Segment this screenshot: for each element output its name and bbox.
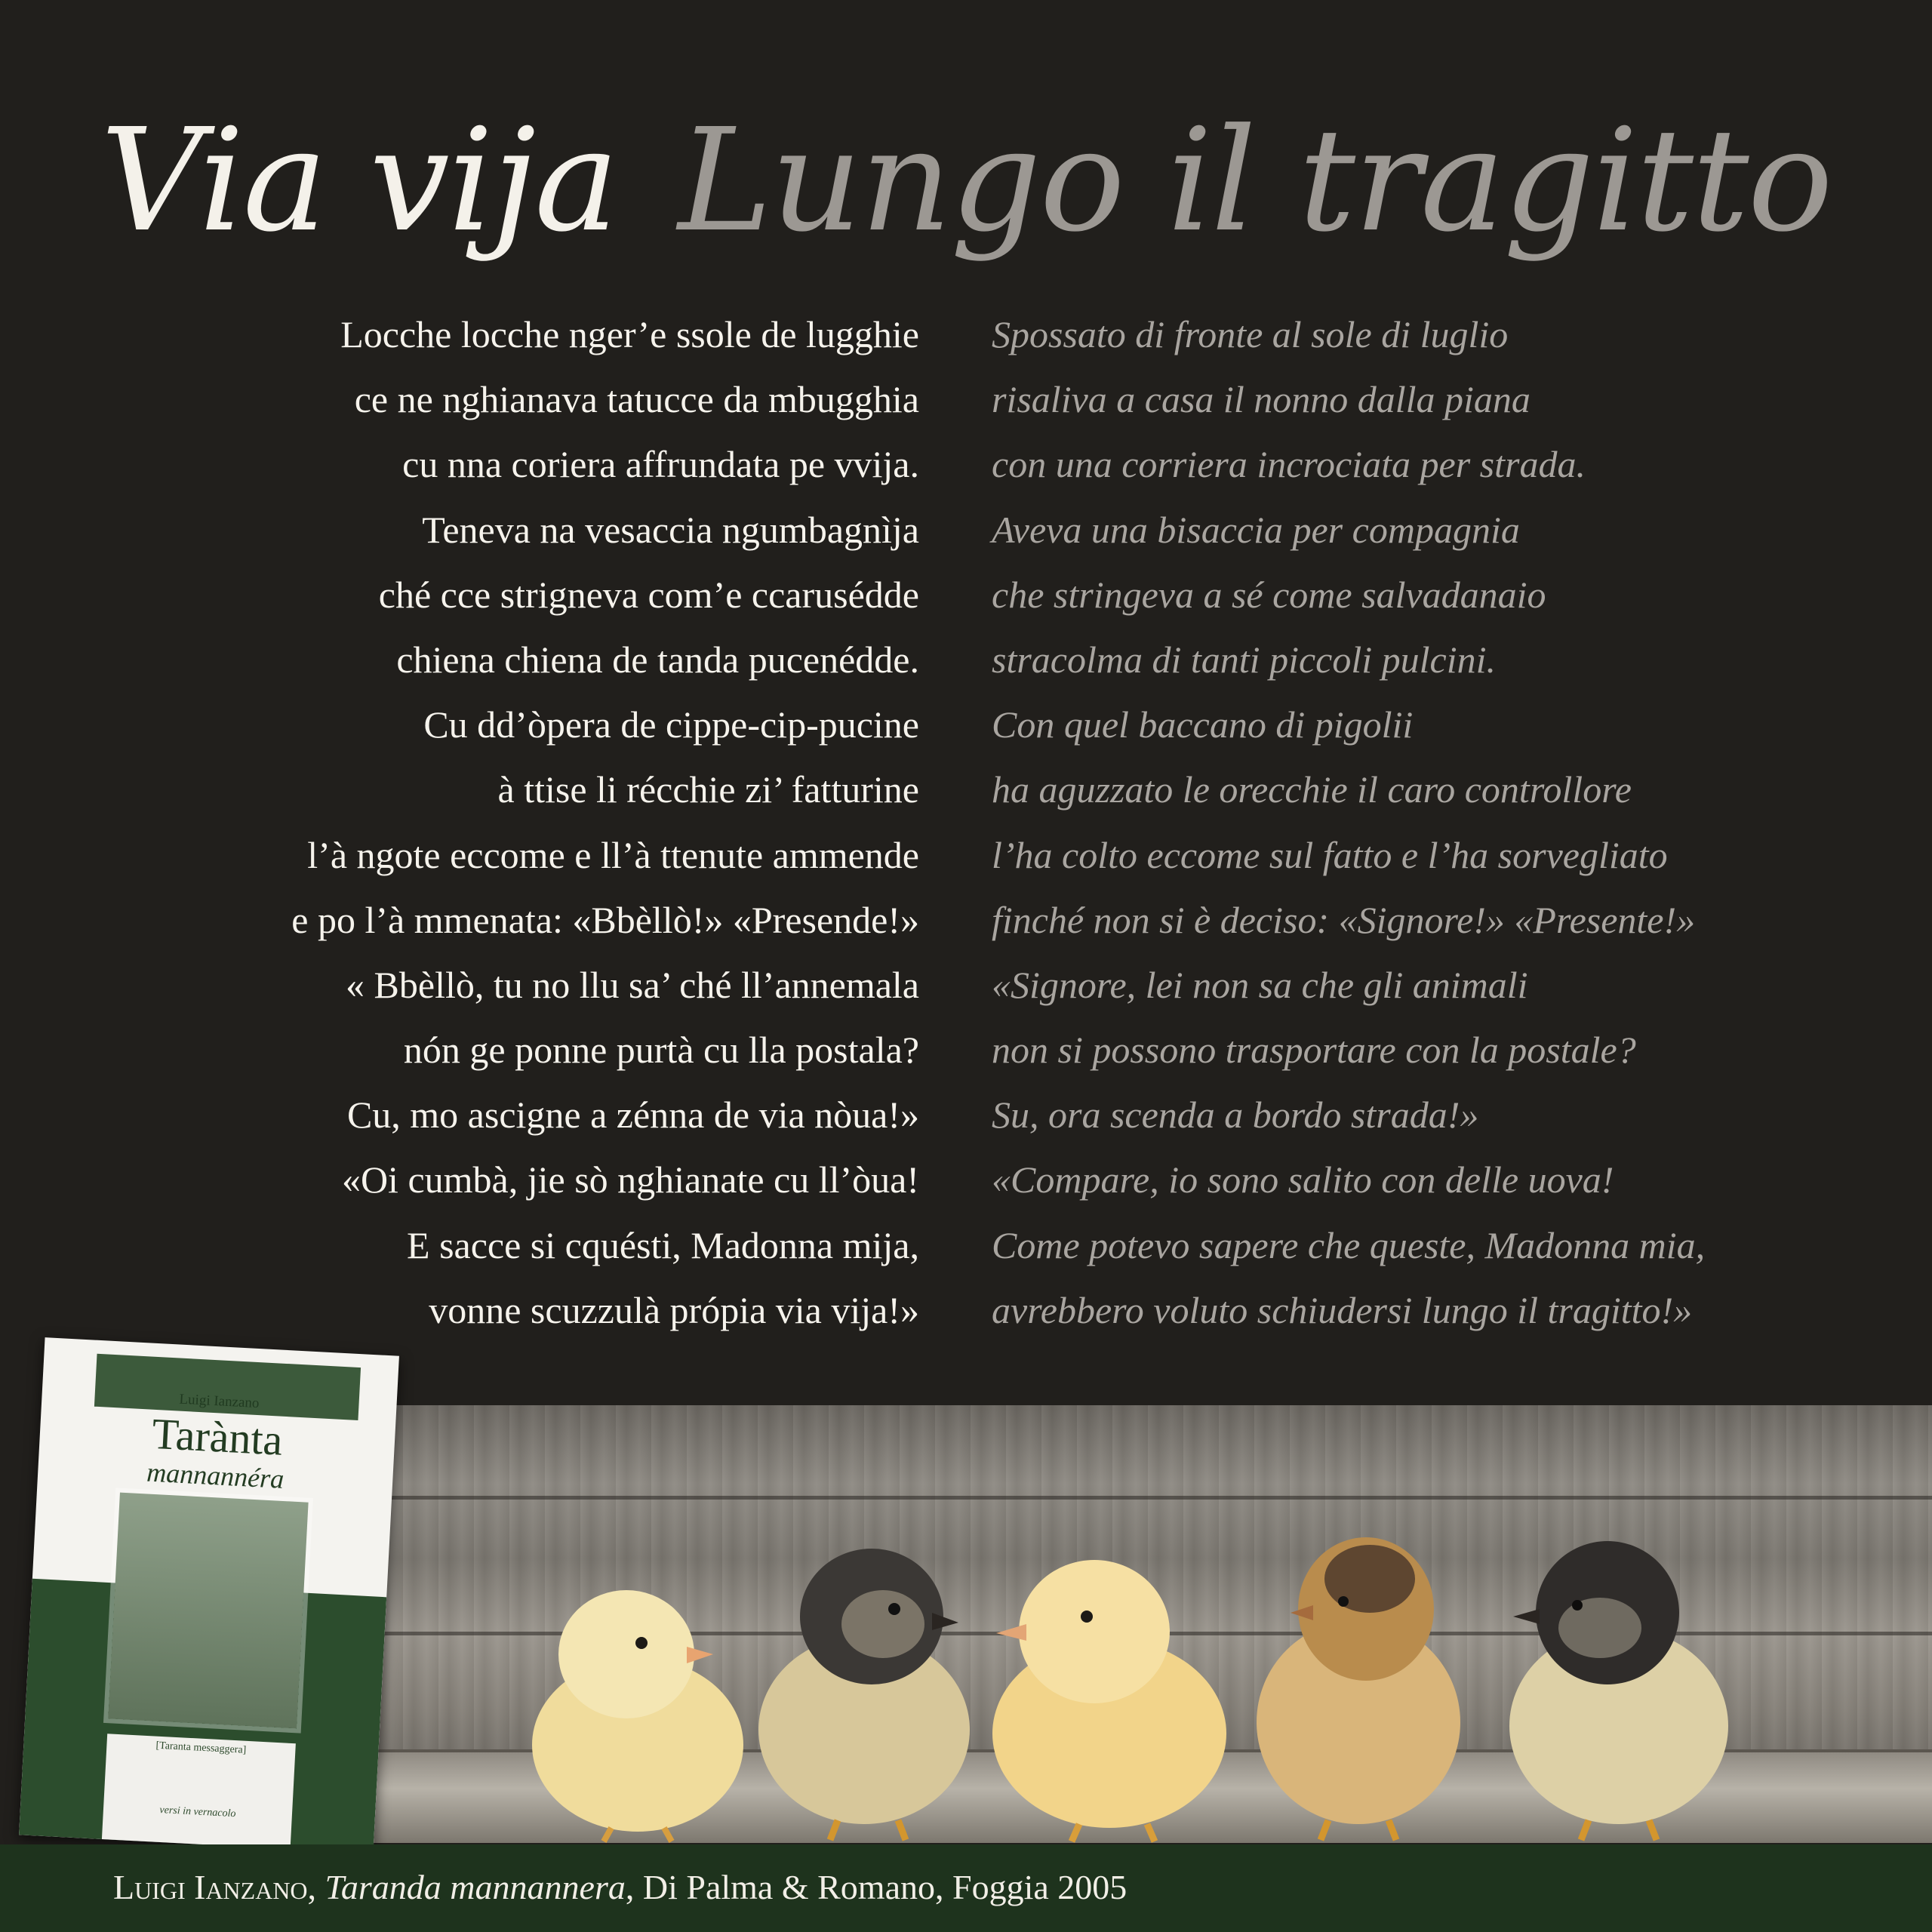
chick-yellow-1 bbox=[513, 1541, 762, 1843]
italian-line-5: che stringeva a sé come salvadanaio bbox=[992, 573, 1546, 616]
citation-band bbox=[0, 1844, 1932, 1932]
dialect-line-5: ché cce strigneva com’e ccarusédde bbox=[378, 573, 919, 616]
italian-line-2: risaliva a casa il nonno dalla piana bbox=[992, 378, 1531, 421]
dialect-line-16: vonne scuzzulà própia via vija!» bbox=[429, 1288, 919, 1331]
dialect-line-13: Cu, mo ascigne a zénna de via nòua!» bbox=[346, 1094, 919, 1137]
chick-yellow-2 bbox=[974, 1518, 1245, 1843]
dialect-line-2: ce ne nghianava tatucce da mbugghia bbox=[354, 378, 919, 421]
italian-line-13: Su, ora scenda a bordo strada!» bbox=[992, 1094, 1479, 1137]
italian-line-9: l’ha colto eccome sul fatto e l’ha sorvegliato bbox=[992, 833, 1668, 876]
book-author: Luigi Ianzano bbox=[178, 1391, 260, 1412]
italian-line-7: Con quel baccano di pigolii bbox=[992, 703, 1414, 746]
chick-dark-1 bbox=[740, 1511, 989, 1843]
page-title bbox=[0, 98, 1932, 263]
citation-book-title: Taranda mannannera bbox=[325, 1868, 626, 1906]
title-italian: Lungo il tragitto bbox=[678, 98, 1832, 263]
italian-line-1: Spossato di fronte al sole di luglio bbox=[992, 313, 1509, 355]
poem-italian-column bbox=[992, 302, 1897, 1343]
dialect-line-15: E sacce si cquésti, Madonna mija, bbox=[407, 1223, 919, 1266]
italian-line-16: avrebbero voluto schiudersi lungo il tragitto!» bbox=[992, 1288, 1693, 1331]
italian-line-12: non si possono trasportare con la postale? bbox=[992, 1029, 1636, 1072]
italian-line-10: finché non si è deciso: «Signore!» «Presente!» bbox=[992, 898, 1696, 941]
plank-seam bbox=[332, 1496, 1932, 1500]
dialect-line-14: «Oi cumbà, jie sò nghianate cu ll’òua! bbox=[341, 1158, 919, 1201]
chicks-photo bbox=[332, 1405, 1932, 1843]
italian-line-4: Aveva una bisaccia per compagnia bbox=[992, 508, 1520, 551]
book-note: versi in vernacolo bbox=[159, 1804, 236, 1820]
italian-line-14: «Compare, io sono salito con delle uova! bbox=[992, 1158, 1614, 1201]
italian-line-3: con una corriera incrociata per strada. bbox=[992, 443, 1586, 486]
dialect-line-1: Locche locche nger’e ssole de lugghie bbox=[340, 313, 919, 355]
book-subtitle: mannannéra bbox=[146, 1457, 285, 1494]
italian-line-6: stracolma di tanti piccoli pulcini. bbox=[992, 638, 1496, 681]
chick-brown bbox=[1238, 1496, 1479, 1843]
dialect-line-3: cu nna coriera affrundata pe vvija. bbox=[402, 443, 919, 486]
citation-text bbox=[113, 1867, 1127, 1907]
dialect-line-12: nón ge ponne purtà cu lla postala? bbox=[403, 1029, 919, 1072]
book-cover bbox=[19, 1337, 399, 1854]
dialect-line-4: Teneva na vesaccia ngumbagnìja bbox=[422, 508, 919, 551]
italian-line-11: «Signore, lei non sa che gli animali bbox=[992, 963, 1528, 1006]
italian-line-15: Come potevo sapere che queste, Madonna mia, bbox=[992, 1223, 1706, 1266]
dialect-line-7: Cu dd’òpera de cippe-cip-pucine bbox=[423, 703, 919, 746]
citation-author: Luigi Ianzano bbox=[113, 1868, 308, 1906]
dialect-line-6: chiena chiena de tanda pucenédde. bbox=[396, 638, 919, 681]
dialect-line-9: l’à ngote eccome e ll’à ttenute ammende bbox=[307, 833, 919, 876]
dialect-line-10: e po l’à mmenata: «Bbèllò!» «Presende!» bbox=[291, 898, 919, 941]
book-series: [Taranta messaggera] bbox=[155, 1740, 247, 1756]
book-title: Tarànta bbox=[150, 1408, 285, 1465]
poem-dialect-column bbox=[165, 302, 919, 1343]
dialect-line-8: à ttise li récchie zi’ fatturine bbox=[497, 768, 919, 811]
citation-publisher: , Di Palma & Romano, Foggia 2005 bbox=[625, 1868, 1128, 1906]
citation-separator: , bbox=[307, 1868, 325, 1906]
dialect-line-11: « Bbèllò, tu no llu sa’ ché ll’annemala bbox=[346, 963, 919, 1006]
book-cover-illustration bbox=[108, 1493, 308, 1729]
italian-line-8: ha aguzzato le orecchie il caro controllore bbox=[992, 768, 1632, 811]
chick-dark-2 bbox=[1487, 1503, 1743, 1843]
title-dialect: Via vija bbox=[100, 98, 618, 263]
